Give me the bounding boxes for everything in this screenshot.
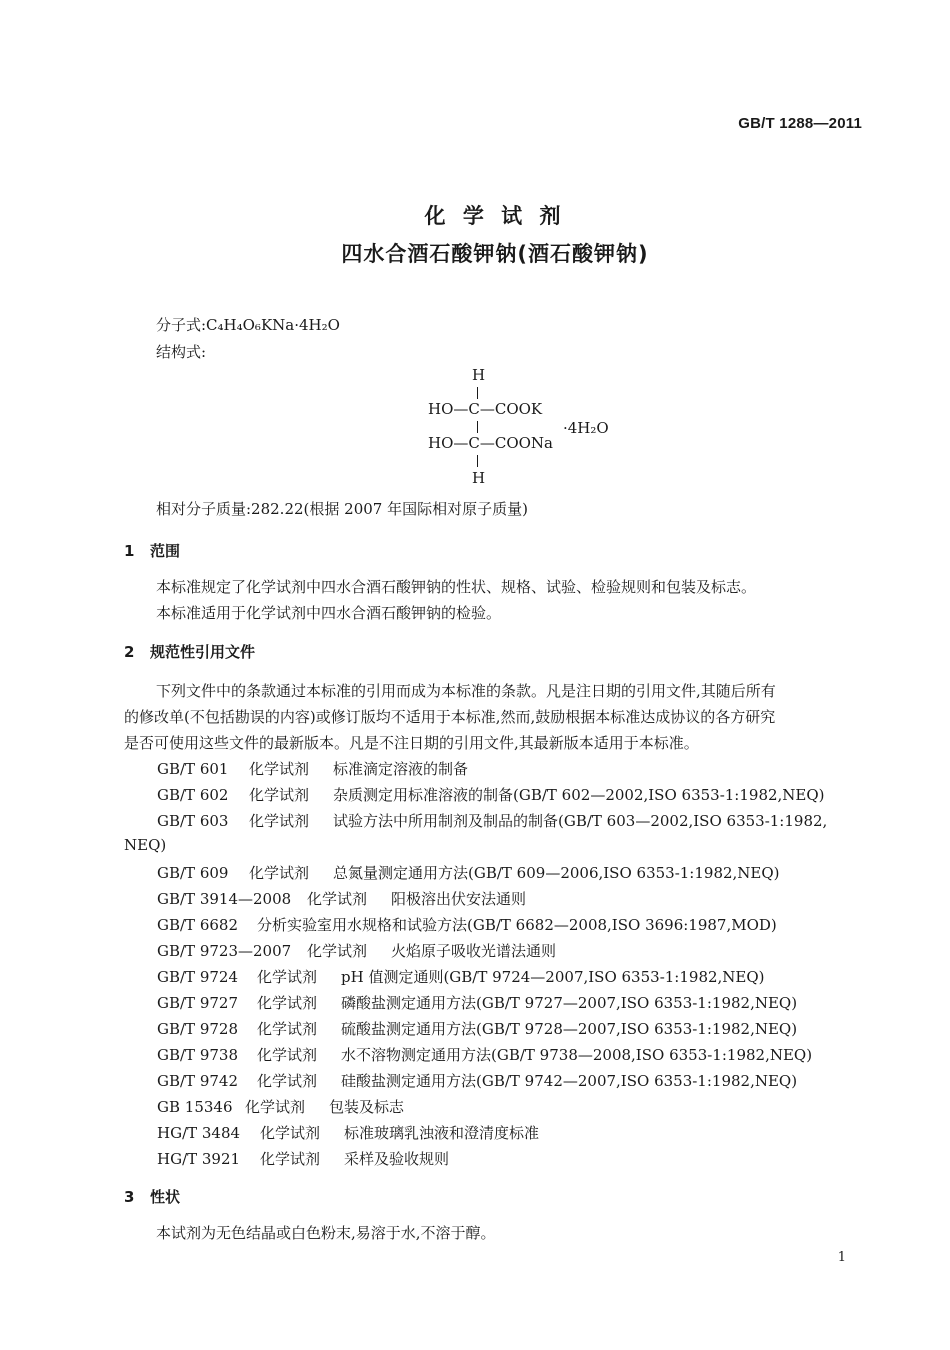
structural-formula-label: 结构式: xyxy=(156,343,207,361)
reference-gbt601: GB/T 601 化学试剂 标准滴定溶液的制备 xyxy=(157,760,469,778)
structure-bond-middle xyxy=(477,421,478,433)
structure-bond-bottom xyxy=(477,455,478,467)
structure-bottom-hydrogen: H xyxy=(472,469,486,487)
reference-gbt602: GB/T 602 化学试剂 杂质测定用标准溶液的制备(GB/T 602—2002,ISO 6353-1:1982,NEQ) xyxy=(157,786,825,804)
reference-gbt603-continuation: NEQ) xyxy=(124,836,167,854)
structure-top-hydrogen: H xyxy=(472,366,486,384)
structure-row-cook: HO—C—COOK xyxy=(428,400,543,418)
relative-molecular-mass: 相对分子质量:282.22(根据 2007 年国际相对原子质量) xyxy=(156,500,528,518)
page-number: 1 xyxy=(837,1250,846,1265)
reference-gbt609: GB/T 609 化学试剂 总氮量测定通用方法(GB/T 609—2006,ISO 6353-1:1982,NEQ) xyxy=(157,864,780,882)
section-3-heading xyxy=(124,1186,180,1207)
structural-formula-diagram xyxy=(420,366,640,488)
reference-hgt3921: HG/T 3921 化学试剂 采样及验收规则 xyxy=(157,1150,450,1168)
reference-gbt9728: GB/T 9728 化学试剂 硫酸盐测定通用方法(GB/T 9728—2007,ISO 6353-1:1982,NEQ) xyxy=(157,1020,798,1038)
reference-gbt9742: GB/T 9742 化学试剂 硅酸盐测定通用方法(GB/T 9742—2007,ISO 6353-1:1982,NEQ) xyxy=(157,1072,798,1090)
structure-bond-top xyxy=(477,387,478,399)
section-3-title: 性状 xyxy=(150,1188,181,1206)
document-title-substance: 四水合酒石酸钾钠(酒石酸钾钠) xyxy=(341,242,649,266)
section-1-title: 范围 xyxy=(150,542,181,560)
document-title-category: 化 学 试 剂 xyxy=(424,204,566,228)
section-2-intro-line-2: 的修改单(不包括勘误的内容)或修订版均不适用于本标准,然而,鼓励根据本标准达成协议的各方研究 xyxy=(124,708,776,726)
reference-gbt9727: GB/T 9727 化学试剂 磷酸盐测定通用方法(GB/T 9727—2007,ISO 6353-1:1982,NEQ) xyxy=(157,994,798,1012)
reference-gbt9724: GB/T 9724 化学试剂 pH 值测定通则(GB/T 9724—2007,ISO 6353-1:1982,NEQ) xyxy=(157,968,765,986)
section-2-title: 规范性引用文件 xyxy=(150,643,256,661)
section-1-number: 1 xyxy=(124,542,135,560)
reference-hgt3484: HG/T 3484 化学试剂 标准玻璃乳浊液和澄清度标准 xyxy=(157,1124,540,1142)
section-1-paragraph-2: 本标准适用于化学试剂中四水合酒石酸钾钠的检验。 xyxy=(156,604,502,622)
standard-code: GB/T 1288—2011 xyxy=(738,115,862,132)
reference-gbt6682: GB/T 6682 分析实验室用水规格和试验方法(GB/T 6682—2008,ISO 3696:1987,MOD) xyxy=(157,916,777,934)
section-3-number: 3 xyxy=(124,1188,135,1206)
section-3-paragraph: 本试剂为无色结晶或白色粉末,易溶于水,不溶于醇。 xyxy=(156,1224,496,1242)
structure-row-coona: HO—C—COONa xyxy=(428,434,553,452)
section-1-heading xyxy=(124,540,180,561)
reference-gbt3914: GB/T 3914—2008 化学试剂 阳极溶出伏安法通则 xyxy=(157,890,527,908)
molecular-formula: 分子式:C₄H₄O₆KNa·4H₂O xyxy=(156,316,340,334)
section-2-intro-line-1: 下列文件中的条款通过本标准的引用而成为本标准的条款。凡是注日期的引用文件,其随后所有 xyxy=(156,682,776,700)
section-1-paragraph-1: 本标准规定了化学试剂中四水合酒石酸钾钠的性状、规格、试验、检验规则和包装及标志。 xyxy=(156,578,757,596)
section-2-heading xyxy=(124,641,255,662)
section-2-intro-line-3: 是否可使用这些文件的最新版本。凡是不注日期的引用文件,其最新版本适用于本标准。 xyxy=(124,734,699,752)
reference-gb15346: GB 15346 化学试剂 包装及标志 xyxy=(157,1098,405,1116)
section-2-number: 2 xyxy=(124,643,135,661)
reference-gbt9723: GB/T 9723—2007 化学试剂 火焰原子吸收光谱法通则 xyxy=(157,942,557,960)
reference-gbt9738: GB/T 9738 化学试剂 水不溶物测定通用方法(GB/T 9738—2008,ISO 6353-1:1982,NEQ) xyxy=(157,1046,813,1064)
structure-hydrate: ·4H₂O xyxy=(563,419,609,437)
reference-gbt603: GB/T 603 化学试剂 试验方法中所用制剂及制品的制备(GB/T 603—2002,ISO 6353-1:1982, xyxy=(157,812,828,830)
